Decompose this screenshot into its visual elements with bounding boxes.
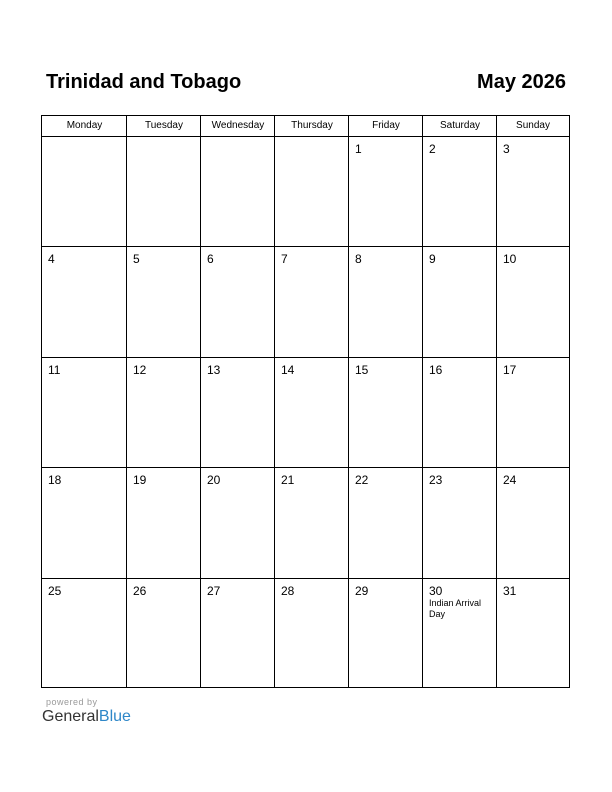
day-number: 19 <box>133 473 147 488</box>
day-cell <box>201 247 275 357</box>
day-cell <box>127 137 201 247</box>
weekday-header-3: Thursday <box>291 120 333 131</box>
day-cell <box>201 579 275 689</box>
country-title: Trinidad and Tobago <box>46 71 242 93</box>
day-number: 9 <box>429 252 436 267</box>
brand-general-text: General <box>42 708 99 725</box>
weekday-header-5: Saturday <box>439 120 481 131</box>
day-cell <box>201 468 275 578</box>
day-number: 12 <box>133 362 147 377</box>
holiday-label: Indian Arrival Day <box>429 597 482 619</box>
day-number: 6 <box>207 252 214 267</box>
day-cell <box>275 579 349 689</box>
day-number: 15 <box>355 362 369 377</box>
day-cell <box>423 247 497 357</box>
weekday-header-2: Wednesday <box>211 120 265 131</box>
weekday-header-6: Sunday <box>516 120 550 131</box>
day-number: 16 <box>429 362 443 377</box>
day-cell <box>423 468 497 578</box>
weekday-header-1: Tuesday <box>145 120 183 131</box>
day-cell <box>127 579 201 689</box>
day-number: 10 <box>503 252 517 267</box>
day-number: 13 <box>207 362 221 377</box>
day-cell <box>497 137 569 247</box>
day-number: 8 <box>355 252 362 267</box>
day-number: 23 <box>429 473 443 488</box>
day-cell <box>349 358 423 468</box>
day-cell <box>42 137 127 247</box>
day-number: 11 <box>48 362 61 377</box>
day-cell <box>423 358 497 468</box>
month-year-title: May 2026 <box>477 71 566 93</box>
day-cell <box>349 579 423 689</box>
calendar-grid <box>41 115 570 688</box>
day-cell <box>275 137 349 247</box>
day-cell <box>42 358 127 468</box>
day-number: 17 <box>503 362 517 377</box>
day-cell <box>127 358 201 468</box>
day-number: 27 <box>207 583 221 598</box>
day-cell <box>275 358 349 468</box>
day-number: 29 <box>355 583 369 598</box>
day-cell <box>42 579 127 689</box>
day-cell <box>497 468 569 578</box>
day-number: 3 <box>503 142 510 156</box>
day-number: 18 <box>48 473 62 488</box>
day-cell <box>423 579 497 689</box>
day-number: 14 <box>281 362 295 377</box>
day-number: 26 <box>133 583 147 598</box>
day-cell <box>349 468 423 578</box>
day-cell <box>349 247 423 357</box>
day-number: 20 <box>207 473 221 488</box>
day-number: 21 <box>281 473 295 488</box>
day-cell <box>275 247 349 357</box>
day-number: 31 <box>503 583 517 598</box>
day-cell <box>42 468 127 578</box>
day-number: 22 <box>355 473 369 488</box>
day-cell <box>42 247 127 357</box>
day-cell <box>127 468 201 578</box>
brand-blue-text: Blue <box>98 708 131 725</box>
day-cell <box>201 137 275 247</box>
day-number: 30 <box>429 583 443 598</box>
day-number: 2 <box>429 142 436 156</box>
day-cell <box>275 468 349 578</box>
weekday-header-row <box>42 116 569 137</box>
day-number: 4 <box>48 252 55 267</box>
day-number: 7 <box>281 252 288 267</box>
day-number: 5 <box>133 252 140 267</box>
day-number: 25 <box>48 583 62 598</box>
day-number: 28 <box>281 583 295 598</box>
day-cell <box>349 137 423 247</box>
day-cell <box>423 137 497 247</box>
generalblue-logo[interactable] <box>42 708 131 726</box>
day-cell <box>497 579 569 689</box>
weekday-header-4: Friday <box>372 120 400 131</box>
powered-by-label: powered by <box>46 697 98 707</box>
day-cell <box>497 247 569 357</box>
day-cell <box>201 358 275 468</box>
day-number: 1 <box>355 142 362 156</box>
day-number: 24 <box>503 473 517 488</box>
day-cell <box>127 247 201 357</box>
weekday-header-0: Monday <box>66 120 103 131</box>
day-cell <box>497 358 569 468</box>
